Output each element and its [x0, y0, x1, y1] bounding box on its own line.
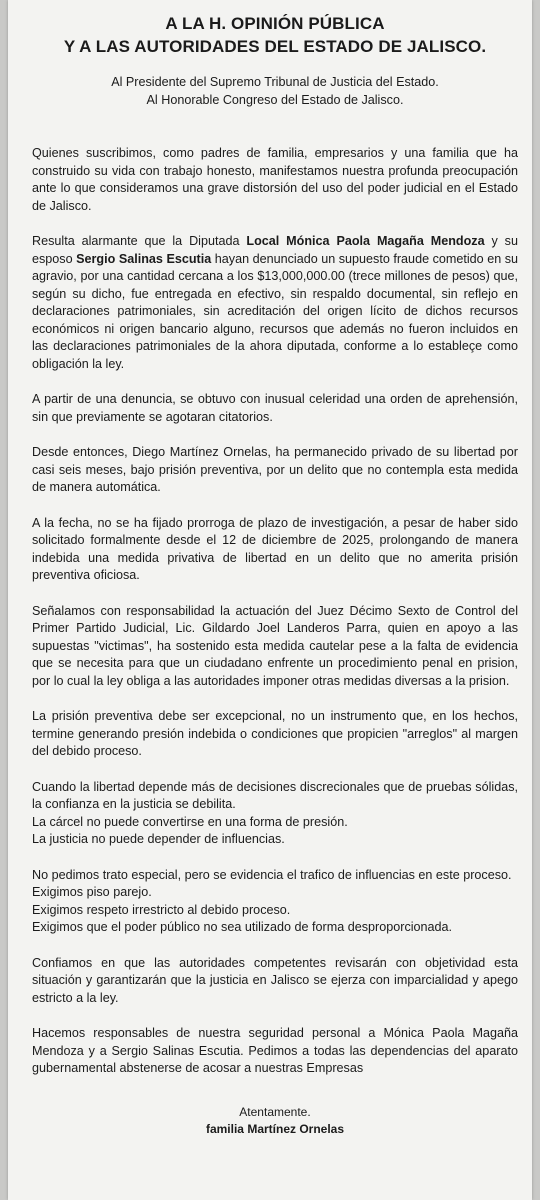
paragraph-9-c: Exigimos respeto irrestricto al debido proceso.	[32, 902, 291, 917]
signature-block	[32, 1104, 518, 1138]
name-diputada: Local Mónica Paola Magaña Mendoza	[246, 234, 485, 248]
paragraph-8-a: Cuando la libertad depende más de decisiones discrecionales que de pruebas sólidas, la confianza en la justicia se debilita.	[32, 779, 518, 811]
letter-body	[32, 12, 518, 1138]
paragraph-4: Desde entonces, Diego Martínez Ornelas, ha permanecido privado de su libertad por casi seis meses, bajo prisión preventiva, por un delito que no contempla esta medida de manera automática.	[32, 445, 518, 494]
paragraph-9-a: No pedimos trato especial, pero se evidencia el trafico de influencias en este proceso.	[32, 867, 512, 882]
paragraph-2	[32, 233, 518, 373]
closing-text: Atentamente.	[239, 1104, 311, 1119]
paragraph-7: La prisión preventiva debe ser excepcional, no un instrumento que, en los hechos, termine generando presión indebida o condiciones que propicien "arreglos" al margen del debido proceso.	[32, 709, 518, 758]
paragraph-9-d: Exigimos que el poder público no sea utilizado de forma desproporcionada.	[32, 920, 453, 934]
paragraph-2-text-a: Resulta alarmante que la Diputada	[32, 234, 247, 248]
paragraph-3: A partir de una denuncia, se obtuvo con inusual celeridad una orden de aprehensión, sin que previamente se agotaran citatorios.	[32, 392, 518, 424]
paragraph-9-b: Exigimos piso parejo.	[32, 885, 152, 899]
name-esposo: Sergio Salinas Escutia	[76, 251, 212, 266]
paragraph-8-b: La cárcel no puede convertirse en una forma de presión.	[32, 814, 348, 829]
paragraph-11: Hacemos responsables de nuestra seguridad personal a Mónica Paola Magaña Mendoza y a Sergio Salinas Escutia. Pedimos a todas las dependencias del aparato gubernamental abstenerse de acosar a nuestras Empresas	[32, 1026, 518, 1075]
paragraph-2-text-e: hayan denunciado un supuesto fraude cometido en su agravio, por una cantidad cercana a los $13,000,000.00 (trece millones de pesos) que, según su dicho, fue entregada en efectivo, sin respaldo documental, sin reflejo en declaraciones patrimoniales, sin acreditación del origen lícito de dichos recursos económicos ni origen bancario alguno, recursos que además no fueron incluidos en las declaraciones patrimoniales de la ahora diputada, conforme a lo estableçe como obligación la ley.	[32, 251, 519, 371]
document-title	[32, 12, 518, 58]
paragraph-5: A la fecha, no se ha fijado prorroga de plazo de investigación, a pesar de haber sido solicitado formalmente desde el 12 de diciembre de 2025, prolongando de manera indebida una medida privativa de libertad en un delito que no amerita prisión preventiva oficiosa.	[32, 515, 518, 582]
paragraph-1: Quienes suscribimos, como padres de familia, empresarios y una familia que ha construido su vida con trabajo honesto, manifestamos nuestra profunda preocupación ante lo que consideramos una grave distorsión del uso del poder judicial en el Estado de Jalisco.	[32, 146, 518, 213]
signature-name: familia Martínez Ornelas	[205, 1121, 345, 1136]
paragraph-8-c: La justicia no puede depender de influencias.	[32, 832, 285, 846]
recipients	[32, 74, 518, 109]
paragraph-2-text-c: y su esposo	[32, 234, 518, 266]
recipient-1: Al Presidente del Supremo Tribunal de Justicia del Estado.	[111, 75, 439, 89]
paragraph-10: Confiamos en que las autoridades competentes revisarán con objetividad esta situación y garantizarán que la justicia en Jalisco se ejerza con imparcialidad y apego estricto a la ley.	[32, 955, 518, 1005]
recipient-2: Al Honorable Congreso del Estado de Jalisco.	[146, 92, 404, 107]
document-page	[8, 0, 532, 1200]
title-line-1: A LA H. OPINIÓN PÚBLICA	[165, 14, 385, 33]
title-line-2: Y A LAS AUTORIDADES DEL ESTADO DE JALISCO.	[63, 37, 487, 56]
paragraph-6: Señalamos con responsabilidad la actuación del Juez Décimo Sexto de Control del Primer Partido Judicial, Lic. Gildardo Joel Landeros Parra, quien en apoyo a las supuestas "victimas", ha sostenido esta medida cautelar pese a la falta de evidencia que se necesita para que un ciudadano enfrente un procedimiento penal en prision, por lo cual la ley obliga a las autoridades imponer otras medidas diversas a la prision.	[32, 603, 518, 688]
